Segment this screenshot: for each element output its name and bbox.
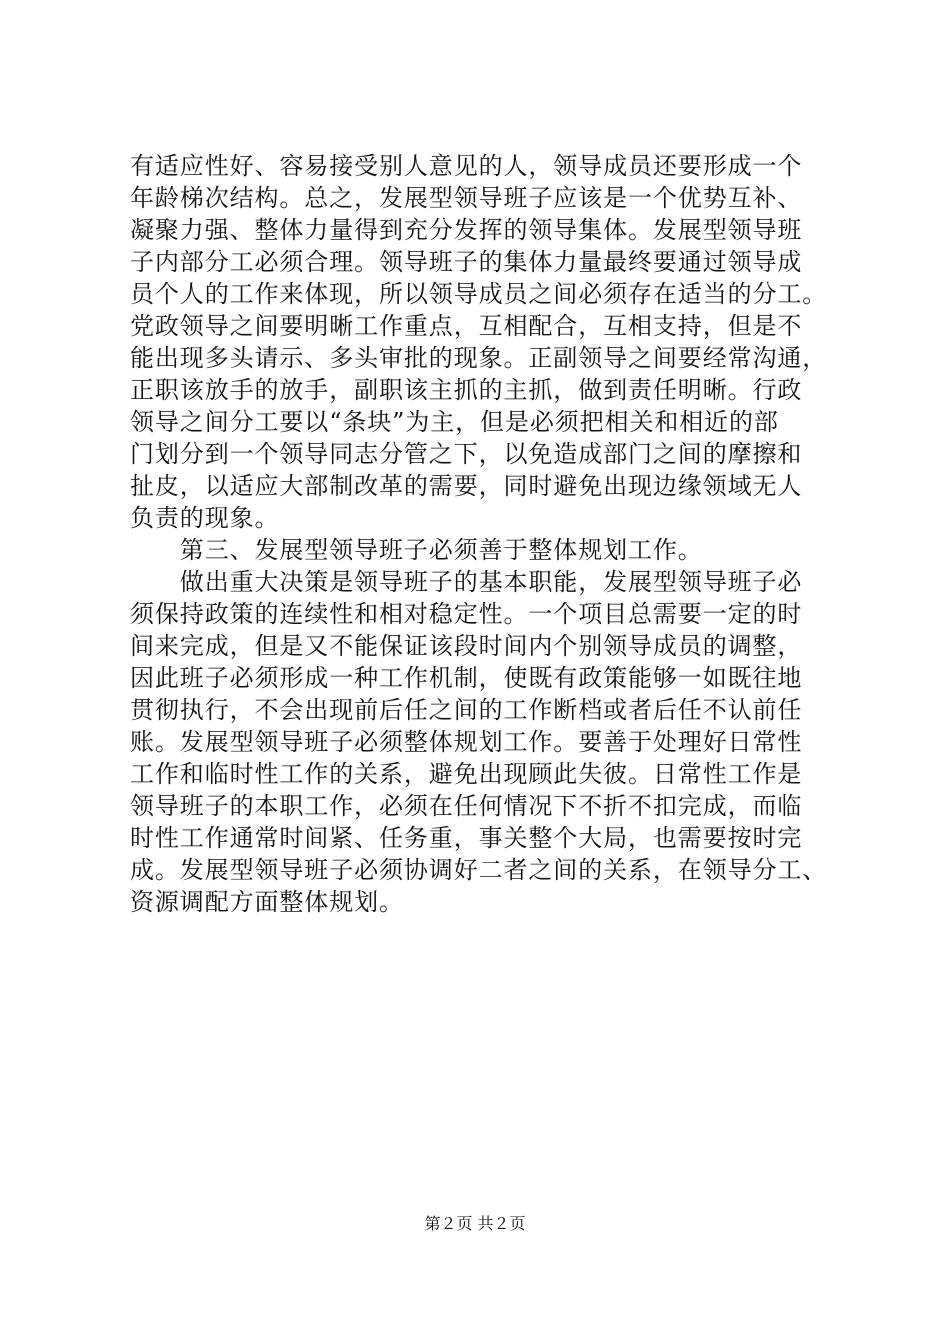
text-line: 能出现多头请示、多头审批的现象。正副领导之间要经常沟通， [130, 344, 828, 372]
text-line: 成。发展型领导班子必须协调好二者之间的关系，在领导分工、 [130, 856, 828, 884]
text-line: 领导班子的本职工作，必须在任何情况下不折不扣完成，而临 [130, 792, 803, 820]
text-line: 门划分到一个领导同志分管之下，以免造成部门之间的摩擦和 [130, 440, 803, 468]
text-line: 时性工作通常时间紧、任务重，事关整个大局，也需要按时完 [130, 824, 803, 852]
text-line: 子内部分工必须合理。领导班子的集体力量最终要通过领导成 [130, 248, 803, 276]
text-line: 账。发展型领导班子必须整体规划工作。要善于处理好日常性 [130, 728, 803, 756]
text-line: 员个人的工作来体现，所以领导成员之间必须存在适当的分工。 [130, 280, 828, 308]
text-line: 年龄梯次结构。总之，发展型领导班子应该是一个优势互补、 [130, 184, 803, 212]
page-number: 第２页 共２页 [424, 1214, 526, 1233]
text-line: 须保持政策的连续性和相对稳定性。一个项目总需要一定的时 [130, 600, 803, 628]
text-line: 贯彻执行，不会出现前后任之间的工作断档或者后任不认前任 [130, 696, 803, 724]
text-line: 党政领导之间要明晰工作重点，互相配合，互相支持，但是不 [130, 312, 803, 340]
text-line: 因此班子必须形成一种工作机制，使既有政策能够一如既往地 [130, 664, 803, 692]
text-line: 资源调配方面整体规划。 [130, 888, 404, 916]
document-body [130, 150, 828, 918]
text-line: 凝聚力强、整体力量得到充分发挥的领导集体。发展型领导班 [130, 216, 803, 244]
text-line: 工作和临时性工作的关系，避免出现顾此失彼。日常性工作是 [130, 760, 803, 788]
text-line: 有适应性好、容易接受别人意见的人，领导成员还要形成一个 [130, 152, 803, 180]
text-line: 扯皮，以适应大部制改革的需要，同时避免出现边缘领域无人 [130, 472, 803, 500]
text-line: 间来完成，但是又不能保证该段时间内个别领导成员的调整， [130, 632, 803, 660]
text-line: 领导之间分工要以“条块”为主，但是必须把相关和相近的部 [130, 408, 779, 436]
section-heading: 第三、发展型领导班子必须善于整体规划工作。 [130, 536, 703, 564]
text-line: 负责的现象。 [130, 504, 280, 532]
text-line: 做出重大决策是领导班子的基本职能，发展型领导班子必 [130, 568, 803, 596]
page-footer [0, 1214, 950, 1234]
text-line: 正职该放手的放手，副职该主抓的主抓，做到责任明晰。行政 [130, 376, 803, 404]
